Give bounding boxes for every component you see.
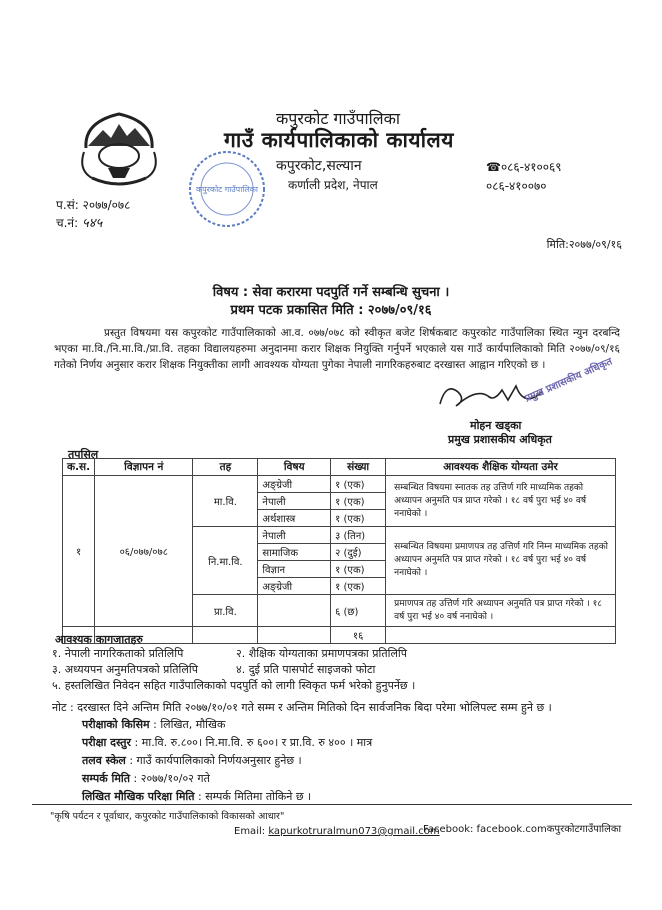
count-cell: १ (एक) bbox=[331, 578, 386, 595]
address-line1: कपुरकोट,सल्यान bbox=[276, 158, 362, 174]
subject-cell: सामाजिक bbox=[258, 544, 331, 561]
document-item: ५. हस्तलिखित निवेदन सहित गाउँपालिकाको पदपुर्ति को लागी स्विकृत फर्म भरेको हुनुपर्नेछ । bbox=[52, 679, 416, 692]
phone-1: ☎०८६-४१००६९ bbox=[486, 160, 562, 174]
nepal-emblem bbox=[78, 108, 160, 188]
salary-scale: तलव स्केल : गाउँ कार्यपालिकाको निर्णयअनुसार हुनेछ । bbox=[82, 754, 302, 767]
col-header-sn: क.स. bbox=[63, 459, 95, 476]
publication-date: प्रथम पटक प्रकासित मिति : २०७७/०९/१६ bbox=[230, 303, 432, 318]
adno-cell: ०६/०७७/०७८ bbox=[95, 476, 193, 627]
note: नोट : दरखास्त दिने अन्तिम मिति २०७७/१०/०१ गते सम्म र अन्तिम मितिको दिन सार्वजनिक बिदा परेमा भोलिपल्ट सम्म हुने छ । bbox=[52, 701, 552, 714]
municipality-name: कपुरकोट गाउँपालिका bbox=[276, 109, 401, 128]
table-total-row bbox=[63, 627, 616, 644]
level-cell: नि.मा.वि. bbox=[193, 527, 258, 595]
dispatch-label: च.नं: bbox=[56, 216, 79, 230]
subject-cell bbox=[258, 595, 331, 627]
footer-email bbox=[234, 826, 440, 837]
table-label: तपसिल bbox=[68, 448, 99, 461]
level-cell: मा.वि. bbox=[193, 476, 258, 527]
footer-divider bbox=[32, 804, 632, 805]
col-header-adno: विज्ञापन नं bbox=[95, 459, 193, 476]
office-name: गाउँ कार्यपालिकाको कार्यालय bbox=[224, 128, 454, 152]
subject-cell: अर्थशास्त्र bbox=[258, 510, 331, 527]
subject-cell: नेपाली bbox=[258, 527, 331, 544]
count-cell: १ (एक) bbox=[331, 476, 386, 493]
table-header-row bbox=[63, 459, 616, 476]
document-item: ४. दुई प्रति पासपोर्ट साइजको फोटा bbox=[236, 663, 376, 676]
address-line2: कर्णाली प्रदेश, नेपाल bbox=[288, 178, 378, 192]
count-cell: ६ (छ) bbox=[331, 595, 386, 627]
col-header-subject: विषय bbox=[258, 459, 331, 476]
qualification-cell: सम्बन्धित विषयमा प्रमाणपत्र तह उत्तिर्ण गरि निम्न माध्यमिक तहको अध्यापन अनुमति पत्र प्राप्त गरेको । १८ वर्ष पुरा भई ४० वर्ष ननाघेको । bbox=[386, 527, 616, 595]
notice-body: प्रस्तुत विषयमा यस कपुरकोट गाउँपालिकाको आ.व. ०७७/०७८ को स्वीकृत बजेट शिर्षकबाट कपुरकोट गाउँपालिका स्थित न्युन दरबन्दि भएका मा.वि./नि.मा.वि./प्रा.वि. तहका विद्यालयहरुमा अनुदानमा करार शिक्षक नियुक्ति गर्नुपर्ने भएकाले यस गाउँ कार्यपालिकाको मिति २०७७/०९/१६ गतेको निर्णय अनुसार करार शिक्षक नियुक्तीका लागी आवश्यक योग्यता पुगेका नेपाली नागरिकहरुबाट दरखास्त आह्वान गरिएको छ । bbox=[54, 327, 620, 371]
letter-date: मिति:२०७७/०९/१६ bbox=[546, 238, 622, 251]
dispatch-value: ५४५ bbox=[81, 216, 103, 231]
reference-number bbox=[56, 196, 130, 213]
ref-value: २०७७/०७८ bbox=[82, 198, 131, 212]
email-label: Email: bbox=[234, 826, 266, 837]
subject-line: विषय : सेवा करारमा पदपुर्ति गर्ने सम्बन्धि सुचना । bbox=[212, 285, 450, 300]
table-row bbox=[63, 476, 616, 493]
phone-2: ०८६-४१००७० bbox=[486, 179, 547, 193]
footer-slogan: "कृषि पर्यटन र पूर्वाधार, कपुरकोट गाउँपालिकाको विकासको आधार" bbox=[50, 811, 285, 822]
contact-date: सम्पर्क मिति : २०७७/१०/०२ गते bbox=[82, 772, 210, 785]
footer-facebook[interactable]: Facebook: facebook.comकपुरकोटगाउँपालिका bbox=[423, 824, 622, 835]
document-item: १. नेपाली नागरिकताको प्रतिलिपि bbox=[52, 647, 184, 660]
count-cell: २ (दुई) bbox=[331, 544, 386, 561]
dispatch-number bbox=[56, 213, 102, 231]
exam-date: लिखित मौखिक परिक्षा मिति : सम्पर्क मितिमा तोकिने छ । bbox=[82, 790, 312, 803]
vacancy-table bbox=[62, 458, 616, 644]
subject-cell: अङ्ग्रेजी bbox=[258, 578, 331, 595]
subject-cell: अङ्ग्रेजी bbox=[258, 476, 331, 493]
count-cell: १ (एक) bbox=[331, 510, 386, 527]
ref-label: प.सं: bbox=[56, 198, 79, 212]
subject-cell: विज्ञान bbox=[258, 561, 331, 578]
count-cell: १ (एक) bbox=[331, 561, 386, 578]
signatory-designation: प्रमुख प्रशासकीय अधिकृत bbox=[448, 433, 552, 446]
total-cell: १६ bbox=[331, 627, 386, 644]
col-header-level: तह bbox=[193, 459, 258, 476]
document-item: २. शैक्षिक योग्यताका प्रमाणपत्रका प्रतिलिपि bbox=[236, 647, 408, 660]
email-link[interactable]: kapurkotruralmun073@gmail.com bbox=[268, 826, 440, 837]
count-cell: ३ (तिन) bbox=[331, 527, 386, 544]
exam-type: परीक्षाको किसिम : लिखित, मौखिक bbox=[82, 718, 226, 731]
qualification-cell: सम्बन्धित विषयमा स्नातक तह उत्तिर्ण गरि माध्यमिक तहको अध्यापन अनुमति पत्र प्राप्त गरेको । १८ वर्ष पुरा भई ४० वर्ष ननाघेको । bbox=[386, 476, 616, 527]
documents-title: आवश्यक कागजातहरु bbox=[55, 633, 143, 646]
sn-cell: १ bbox=[63, 476, 95, 627]
col-header-qualification: आवश्यक शैक्षिक योग्यता उमेर bbox=[386, 459, 616, 476]
qualification-cell: प्रमाणपत्र तह उत्तिर्ण गरि अध्यापन अनुमति पत्र प्राप्त गरेको । १८ वर्ष पुरा भई ४० वर्ष ननाघेको । bbox=[386, 595, 616, 627]
office-stamp bbox=[186, 148, 268, 230]
stamp-text: कपुरकोट गाउँपालिका bbox=[195, 185, 259, 194]
exam-fee: परीक्षा दस्तुर : मा.वि. रु.८००। नि.मा.वि. रु ६००। र प्रा.वि. रु ४०० । मात्र bbox=[82, 736, 373, 749]
officer-stamp: प्रमुख प्रशासकीय अधिकृत bbox=[523, 356, 615, 405]
subject-cell: नेपाली bbox=[258, 493, 331, 510]
level-cell: प्रा.वि. bbox=[193, 595, 258, 627]
col-header-count: संख्या bbox=[331, 459, 386, 476]
document-item: ३. अध्ययपन अनुमतिपत्रको प्रतिलिपि bbox=[52, 663, 198, 676]
signatory-name: मोहन खड्का bbox=[470, 419, 522, 432]
count-cell: १ (एक) bbox=[331, 493, 386, 510]
